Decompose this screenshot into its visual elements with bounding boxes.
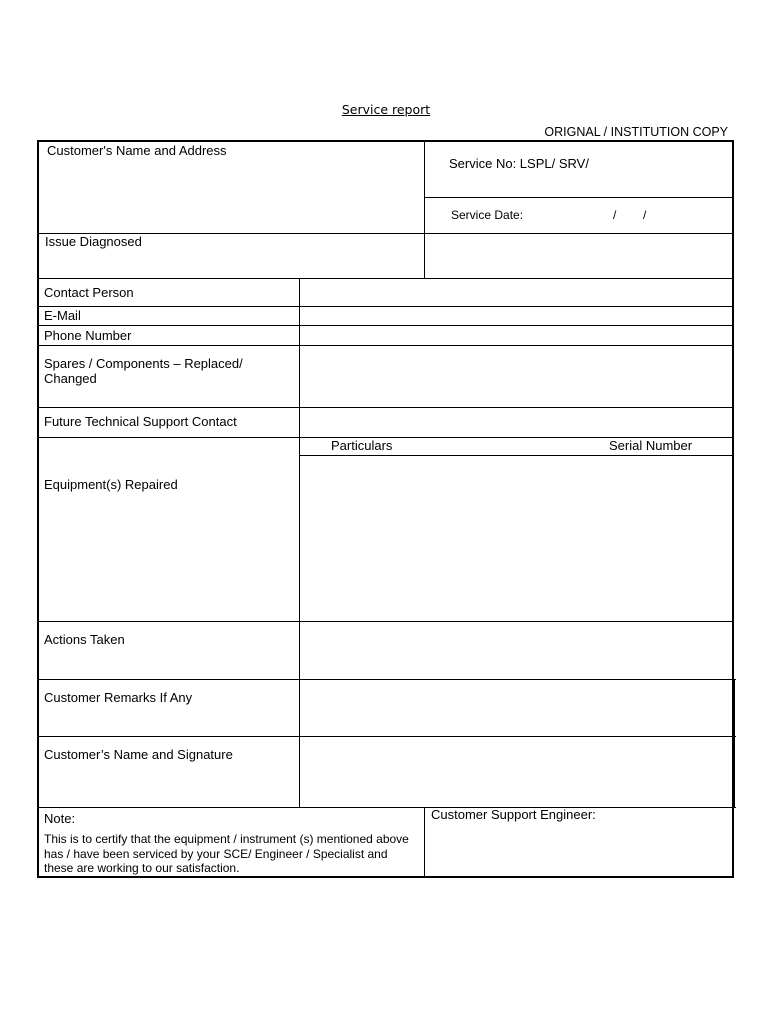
contact-person-label: Contact Person [44, 285, 134, 300]
line-note-top [39, 807, 736, 808]
right-edge-extension [734, 679, 735, 807]
note-text: This is to certify that the equipment / instrument (s) mentioned above has / have been serviced by your SCE/ Engineer / Specialist and these are working to our satisfaction. [44, 832, 409, 875]
email-label: E-Mail [44, 308, 81, 323]
support-engineer-label: Customer Support Engineer: [431, 807, 596, 822]
line-signature-top [39, 736, 736, 737]
line-remarks-top [39, 679, 736, 680]
actions-taken-label: Actions Taken [44, 632, 125, 647]
serial-number-header: Serial Number [609, 438, 693, 453]
equipment-repaired-label: Equipment(s) Repaired [44, 477, 178, 492]
phone-number-label: Phone Number [44, 328, 132, 343]
line-service-no-bottom [425, 197, 734, 198]
line-label-divider [299, 278, 300, 808]
future-support-label: Future Technical Support Contact [44, 414, 237, 429]
line-issue-top [39, 233, 734, 234]
service-no-label: Service No: LSPL/ SRV/ [449, 156, 589, 171]
issue-diagnosed-label: Issue Diagnosed [45, 234, 142, 249]
customer-remarks-label: Customer Remarks If Any [44, 690, 193, 705]
note-label: Note: [44, 811, 76, 826]
document-title: Service report [341, 102, 431, 117]
line-note-divider [424, 807, 425, 878]
line-phone-top [39, 325, 734, 326]
line-spares-top [39, 345, 734, 346]
service-date-separator-2: / [643, 208, 647, 222]
copy-label: ORIGNAL / INSTITUTION COPY [544, 125, 728, 139]
line-actions-top [39, 621, 734, 622]
line-particulars-bottom [299, 455, 734, 456]
service-date-separator-1: / [613, 208, 617, 222]
customer-signature-label: Customer’s Name and Signature [44, 747, 233, 762]
spares-label: Spares / Components – Replaced/ Changed [44, 356, 243, 386]
line-header-divider [424, 142, 425, 279]
particulars-header: Particulars [331, 438, 393, 453]
service-report-form [37, 140, 734, 878]
line-future-top [39, 407, 734, 408]
customer-name-address-label: Customer's Name and Address [47, 143, 227, 158]
line-contact-top [39, 278, 734, 279]
service-date-label: Service Date: [451, 208, 524, 222]
line-email-top [39, 306, 734, 307]
